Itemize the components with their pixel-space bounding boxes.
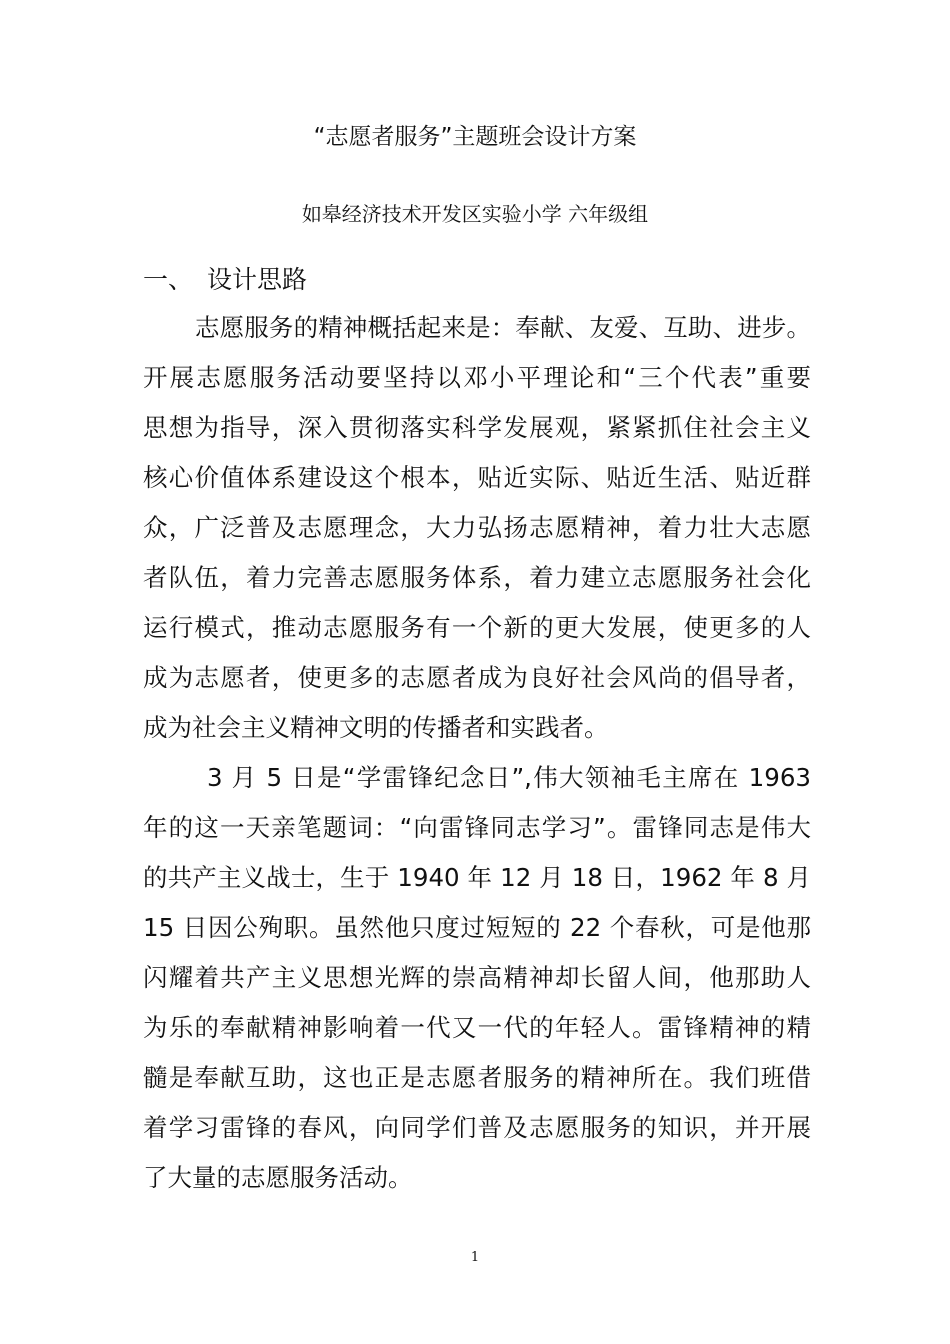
document-title: “志愿者服务”主题班会设计方案 bbox=[313, 124, 637, 150]
section-number: 一、 bbox=[143, 265, 194, 294]
document-subtitle: 如皋经济技术开发区实验小学 六年级组 bbox=[301, 202, 649, 226]
paragraph-line: 15 日因公殉职。虽然他只度过短短的 22 个春秋，可是他那 bbox=[143, 913, 811, 942]
paragraph-line: 核心价值体系建设这个根本，贴近实际、贴近生活、贴近群 bbox=[143, 463, 811, 492]
page-number: 1 bbox=[470, 1250, 480, 1265]
paragraph-line: 3 月 5 日是“学雷锋纪念日”,伟大领袖毛主席在 1963 bbox=[207, 763, 811, 792]
document-body bbox=[143, 303, 811, 1203]
paragraph-line: 成为志愿者，使更多的志愿者成为良好社会风尚的倡导者， bbox=[143, 663, 811, 692]
paragraph-line: 闪耀着共产主义思想光辉的崇高精神却长留人间，他那助人 bbox=[143, 963, 811, 992]
paragraph-line: 年的这一天亲笔题词：“向雷锋同志学习”。雷锋同志是伟大 bbox=[143, 813, 811, 842]
paragraph-line: 运行模式，推动志愿服务有一个新的更大发展，使更多的人 bbox=[143, 613, 811, 642]
paragraph-line: 的共产主义战士，生于 1940 年 12 月 18 日，1962 年 8 月 bbox=[143, 863, 811, 892]
paragraph-line: 了大量的志愿服务活动。 bbox=[143, 1163, 413, 1192]
paragraph-line: 者队伍，着力完善志愿服务体系，着力建立志愿服务社会化 bbox=[143, 563, 811, 592]
paragraph-1 bbox=[143, 303, 811, 753]
section-heading bbox=[143, 262, 307, 298]
paragraph-line: 成为社会主义精神文明的传播者和实践者。 bbox=[143, 713, 609, 742]
paragraph-2 bbox=[143, 753, 811, 1203]
paragraph-line: 志愿服务的精神概括起来是：奉献、友爱、互助、进步。 bbox=[195, 313, 811, 342]
paragraph-line: 髓是奉献互助，这也正是志愿者服务的精神所在。我们班借 bbox=[143, 1063, 811, 1092]
paragraph-line: 思想为指导，深入贯彻落实科学发展观，紧紧抓住社会主义 bbox=[143, 413, 811, 442]
section-title: 设计思路 bbox=[207, 265, 308, 294]
paragraph-line: 着学习雷锋的春风，向同学们普及志愿服务的知识，并开展 bbox=[143, 1113, 811, 1142]
paragraph-line: 众，广泛普及志愿理念，大力弘扬志愿精神，着力壮大志愿 bbox=[143, 513, 811, 542]
paragraph-line: 为乐的奉献精神影响着一代又一代的年轻人。雷锋精神的精 bbox=[143, 1013, 811, 1042]
paragraph-line: 开展志愿服务活动要坚持以邓小平理论和“三个代表”重要 bbox=[143, 363, 811, 392]
